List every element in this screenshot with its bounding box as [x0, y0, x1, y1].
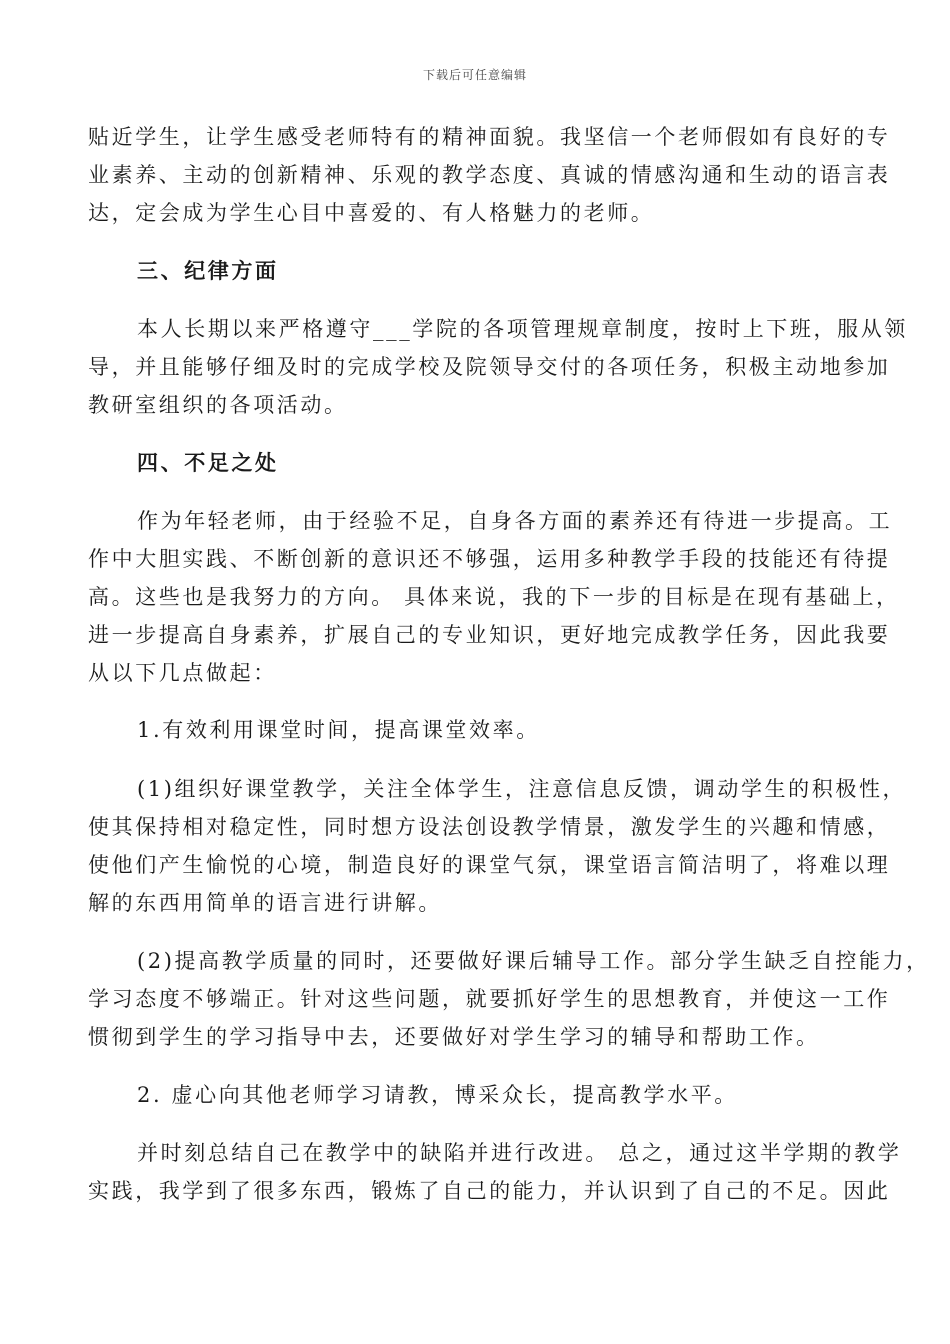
paragraph-line: 作为年轻老师，由于经验不足，自身各方面的素养还有待进一步提高。工	[137, 509, 893, 533]
paragraph-line: 并时刻总结自己在教学中的缺陷并进行改进。 总之，通过这半学期的教学	[137, 1141, 902, 1165]
list-item-2: 2. 虚心向其他老师学习请教，博采众长，提高教学水平。	[137, 1083, 738, 1107]
paragraph-line: 使其保持相对稳定性，同时想方设法创设教学情景，激发学生的兴趣和情感，	[88, 815, 891, 839]
paragraph-line: 作中大胆实践、不断创新的意识还不够强，运用多种教学手段的技能还有待提	[88, 547, 891, 571]
paragraph-line: 导，并且能够仔细及时的完成学校及院领导交付的各项任务，积极主动地参加	[88, 355, 891, 379]
paragraph-line: 使他们产生愉悦的心境，制造良好的课堂气氛，课堂语言简洁明了，将难以理	[88, 853, 891, 877]
paragraph-line: 业素养、主动的创新精神、乐观的教学态度、真诚的情感沟通和生动的语言表	[88, 163, 891, 187]
paragraph-line: 高。这些也是我努力的方向。 具体来说，我的下一步的目标是在现有基础上，	[88, 585, 900, 609]
paragraph-line: 惯彻到学生的学习指导中去，还要做好对学生学习的辅导和帮助工作。	[88, 1025, 820, 1049]
paragraph-line: (1)组织好课堂教学，关注全体学生，注意信息反馈，调动学生的积极性，	[137, 777, 907, 801]
paragraph-line: 进一步提高自身素养，扩展自己的专业知识，更好地完成教学任务，因此我要	[88, 623, 891, 647]
paragraph-line: (2)提高教学质量的同时，还要做好课后辅导工作。部分学生缺乏自控能力，	[137, 949, 930, 973]
paragraph-line: 学习态度不够端正。针对这些问题，就要抓好学生的思想教育，并使这一工作	[88, 987, 891, 1011]
page-header: 下载后可任意编辑	[422, 68, 527, 82]
paragraph-line: 贴近学生，让学生感受老师特有的精神面貌。我坚信一个老师假如有良好的专	[88, 125, 891, 149]
section-heading-discipline: 三、纪律方面	[137, 258, 279, 283]
paragraph-line: 教研室组织的各项活动。	[88, 393, 348, 417]
paragraph-line: 达，定会成为学生心目中喜爱的、有人格魅力的老师。	[88, 201, 655, 225]
paragraph-line: 解的东西用简单的语言进行讲解。	[88, 891, 442, 915]
paragraph-line: 本人长期以来严格遵守___学院的各项管理规章制度，按时上下班，服从领	[137, 317, 908, 341]
section-heading-shortcomings: 四、不足之处	[137, 450, 279, 475]
paragraph-line: 实践，我学到了很多东西，锻炼了自己的能力，并认识到了自己的不足。因此	[88, 1179, 891, 1203]
list-item-1: 1.有效利用课堂时间，提高课堂效率。	[137, 718, 540, 742]
paragraph-line: 从以下几点做起：	[88, 661, 277, 685]
